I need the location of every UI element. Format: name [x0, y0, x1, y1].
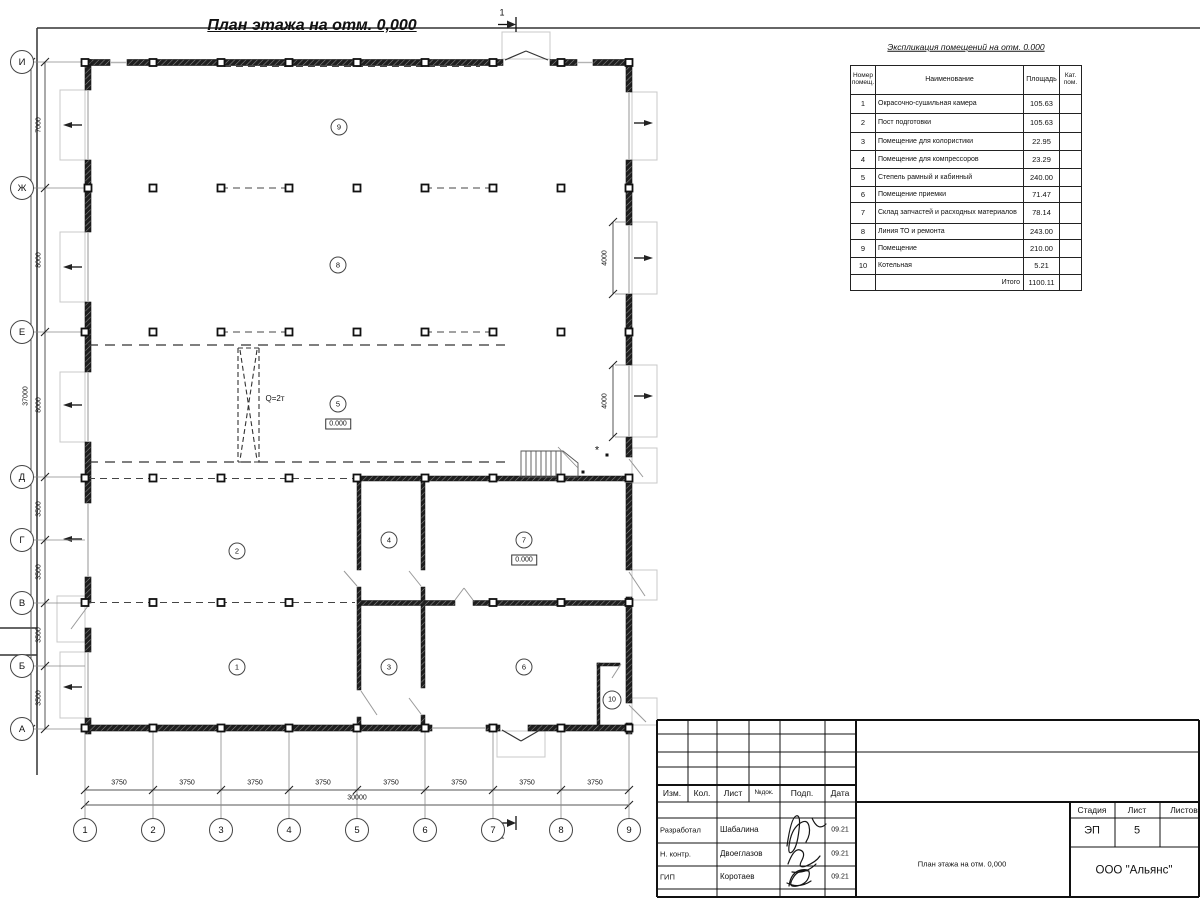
expl-cell-name: Пост подготовки [875, 114, 1023, 132]
expl-row [851, 150, 1081, 168]
axis-row-label: В [10, 591, 34, 615]
column-square [626, 185, 633, 192]
tb-sheet-value: 5 [1133, 824, 1141, 837]
expl-cell-cat [1059, 187, 1081, 202]
column-square [354, 329, 361, 336]
room-number: 2 [229, 543, 246, 560]
tb-sheet-label: Лист [1127, 804, 1147, 815]
expl-row [851, 94, 1081, 113]
expl-cell-name: Помещение для колористики [875, 133, 1023, 150]
room-number: 8 [330, 257, 347, 274]
axis-row-label: И [10, 50, 34, 74]
tb-name: Шабалина [720, 825, 759, 834]
expl-cell-name: Линия ТО и ремонта [875, 224, 1023, 239]
tb-header-data: Дата [830, 787, 850, 798]
column-square [490, 329, 497, 336]
expl-total-row [851, 274, 1081, 290]
equipment-marks [582, 454, 609, 474]
arrow-left-icon [63, 402, 82, 408]
room-number: 7 [516, 532, 533, 549]
column-square [558, 59, 565, 66]
expl-cell-cat [1059, 114, 1081, 132]
column-square [422, 475, 429, 482]
column-square [82, 475, 89, 482]
crane-symbol [238, 348, 259, 462]
explication-title: Экспликация помещений на отм. 0.000 [887, 41, 1045, 52]
column-square [218, 475, 225, 482]
expl-total-spacer [851, 275, 875, 290]
column-square [558, 329, 565, 336]
expl-body [851, 94, 1081, 290]
dim-label: 3500 [35, 626, 43, 643]
column-square [286, 475, 293, 482]
expl-cell-num: 8 [860, 226, 866, 236]
expl-cell-name: Помещение [875, 240, 1023, 257]
column-square [286, 59, 293, 66]
column-square [150, 59, 157, 66]
column-square [558, 475, 565, 482]
stairs-icon [521, 447, 578, 477]
tb-date: 09.21 [831, 850, 849, 858]
level-mark: 0.000 [511, 555, 537, 566]
tb-header-ndok: №док. [754, 788, 774, 796]
column-square [626, 725, 633, 732]
column-square [354, 475, 361, 482]
section-mark-label: 1 [499, 7, 505, 18]
column-square [82, 329, 89, 336]
expl-header-name: Наименование [875, 66, 1023, 94]
expl-cell-area: 71.47 [1023, 187, 1059, 202]
arrow-right-icon [634, 120, 653, 126]
arrow-left-icon [63, 536, 82, 542]
room-number: 5 [330, 396, 347, 413]
axis-col-label: 4 [277, 818, 301, 842]
tb-sheets-label: Листов [1170, 804, 1198, 815]
expl-cell-area: 210.00 [1023, 240, 1059, 257]
expl-row [851, 132, 1081, 150]
expl-cell-num: 1 [860, 99, 866, 109]
dim-total-left: 37000 [22, 386, 30, 406]
tb-role: Н. контр. [660, 849, 691, 859]
column-square [490, 475, 497, 482]
column-square [490, 725, 497, 732]
room-number: 3 [381, 659, 398, 676]
column-square [354, 59, 361, 66]
expl-cell-cat [1059, 203, 1081, 223]
expl-total-label: Итого [875, 275, 1023, 290]
dim-label: 3750 [315, 779, 331, 787]
signature-icon [788, 850, 820, 873]
generated-grid-graphics [33, 58, 633, 819]
column-square [490, 185, 497, 192]
axis-col-label: 6 [413, 818, 437, 842]
expl-total-cat [1059, 275, 1081, 290]
column-square [422, 59, 429, 66]
arrow-left-icon [63, 122, 82, 128]
column-square [150, 725, 157, 732]
axis-row-label: Г [10, 528, 34, 552]
expl-cell-area: 240.00 [1023, 169, 1059, 186]
tb-company: ООО "Альянс" [1095, 864, 1173, 877]
expl-row [851, 168, 1081, 186]
dim-label: 7000 [35, 117, 43, 133]
expl-total-value: 1100.11 [1023, 275, 1059, 290]
expl-cell-area: 5.21 [1023, 258, 1059, 274]
room-number: 10 [603, 691, 622, 710]
column-square [422, 329, 429, 336]
column-square [150, 475, 157, 482]
axis-col-label: 5 [345, 818, 369, 842]
expl-cell-num: 4 [860, 154, 866, 164]
dim-label: 3500 [35, 689, 43, 706]
tb-date: 09.21 [831, 873, 849, 881]
expl-header-row [851, 66, 1081, 94]
column-square [150, 599, 157, 606]
expl-cell-area: 23.29 [1023, 151, 1059, 168]
arrow-right-icon [634, 393, 653, 399]
column-square [626, 475, 633, 482]
tb-header-kol: Кол. [693, 787, 711, 798]
expl-cell-name: Окрасочно-сушильная камера [875, 95, 1023, 113]
expl-cell-num: 2 [860, 118, 866, 128]
expl-cell-cat [1059, 240, 1081, 257]
expl-row [851, 202, 1081, 223]
column-square [558, 185, 565, 192]
expl-cell-cat [1059, 258, 1081, 274]
dim-label: 3500 [35, 563, 43, 580]
dim-label: 3750 [587, 779, 603, 787]
column-square [286, 185, 293, 192]
axis-row-label: А [10, 717, 34, 741]
tb-role: Разработал [660, 825, 701, 835]
column-square [85, 185, 92, 192]
expl-cell-name: Котельная [875, 258, 1023, 274]
gate-dim-label: 4000 [601, 393, 609, 409]
expl-header-cat: Кат. пом. [1059, 66, 1081, 94]
expl-cell-cat [1059, 133, 1081, 150]
column-square [422, 725, 429, 732]
expl-cell-area: 78.14 [1023, 203, 1059, 223]
expl-cell-cat [1059, 224, 1081, 239]
column-square [490, 599, 497, 606]
tb-header-izm: Изм. [662, 787, 682, 798]
section-marks [498, 17, 516, 830]
column-square [82, 59, 89, 66]
column-square [150, 185, 157, 192]
column-square [218, 185, 225, 192]
column-square [218, 599, 225, 606]
column-square [354, 725, 361, 732]
plan-title: План этажа на отм. 0,000 [207, 17, 417, 34]
expl-cell-area: 105.63 [1023, 114, 1059, 132]
column-square [490, 59, 497, 66]
tb-header-podp: Подп. [790, 787, 814, 798]
expl-cell-name: Степель рамный и кабинный [875, 169, 1023, 186]
column-square [286, 599, 293, 606]
expl-cell-name: Помещение приемки [875, 187, 1023, 202]
expl-cell-num: 6 [860, 189, 866, 199]
tb-date: 09.21 [831, 826, 849, 834]
room-number: 1 [229, 659, 246, 676]
column-square [286, 329, 293, 336]
expl-cell-num: 5 [860, 172, 866, 182]
dim-label: 3750 [519, 779, 535, 787]
expl-cell-num: 7 [860, 208, 866, 218]
tb-header-list: Лист [723, 787, 743, 798]
column-square [558, 725, 565, 732]
room-number: 6 [516, 659, 533, 676]
axis-row-label: Е [10, 320, 34, 344]
column-square [626, 59, 633, 66]
signature-icon [787, 816, 826, 853]
expl-cell-cat [1059, 169, 1081, 186]
column-square [422, 185, 429, 192]
expl-row [851, 239, 1081, 257]
column-square [626, 329, 633, 336]
column-square [354, 185, 361, 192]
expl-row [851, 113, 1081, 132]
room-explication-table [850, 65, 1082, 291]
dim-label: 3750 [247, 779, 263, 787]
dimension-lines [27, 58, 633, 809]
tb-role: ГИП [660, 872, 675, 882]
column-square [82, 725, 89, 732]
column-square [558, 599, 565, 606]
expl-cell-num: 9 [860, 243, 866, 253]
tb-name: Коротаев [720, 872, 755, 881]
expl-cell-area: 22.95 [1023, 133, 1059, 150]
axis-row-label: Д [10, 465, 34, 489]
dim-label: 8000 [35, 252, 43, 268]
column-square [626, 599, 633, 606]
axis-col-label: 9 [617, 818, 641, 842]
column-square [218, 725, 225, 732]
dim-label: 3500 [35, 500, 43, 517]
column-square [82, 599, 89, 606]
axis-row-label: Ж [10, 176, 34, 200]
axis-col-label: 1 [73, 818, 97, 842]
axis-col-label: 7 [481, 818, 505, 842]
gate-dim-label: 4000 [601, 250, 609, 266]
expl-row [851, 186, 1081, 202]
dim-label: 3750 [111, 779, 127, 787]
expl-header-num: Номер помещ. [851, 72, 875, 86]
arrow-left-icon [63, 264, 82, 270]
tb-doc-title: План этажа на отм. 0,000 [917, 859, 1007, 869]
arrow-left-icon [63, 684, 82, 690]
expl-cell-area: 105.63 [1023, 95, 1059, 113]
expl-cell-num: 3 [860, 136, 866, 146]
dim-label: 3750 [179, 779, 195, 787]
expl-cell-num: 10 [858, 261, 868, 271]
dim-label: 8000 [35, 396, 43, 413]
axis-col-label: 2 [141, 818, 165, 842]
column-square [150, 329, 157, 336]
arrow-right-icon [634, 255, 653, 261]
tb-name: Двоеглазов [720, 849, 763, 858]
room-number: 9 [331, 119, 348, 136]
column-square [218, 59, 225, 66]
column-square [286, 725, 293, 732]
dim-label: 3750 [451, 779, 467, 787]
dim-label: 3750 [383, 779, 399, 787]
expl-cell-name: Помещение для компрессоров [875, 151, 1023, 168]
expl-header-area: Площадь [1023, 66, 1059, 94]
expl-row [851, 223, 1081, 239]
expl-cell-name: Склад запчастей и расходных материалов [875, 203, 1023, 223]
column-square [218, 329, 225, 336]
level-mark: 0.000 [325, 419, 351, 430]
tb-stage-value: ЭП [1084, 824, 1100, 837]
asterisk-mark: * [594, 444, 600, 457]
work-zone-dashed-lines [88, 345, 505, 462]
axis-row-label: Б [10, 654, 34, 678]
axis-col-label: 8 [549, 818, 573, 842]
axis-col-label: 3 [209, 818, 233, 842]
expl-cell-cat [1059, 151, 1081, 168]
crane-capacity-label: Q=2т [265, 394, 285, 403]
expl-row [851, 257, 1081, 274]
expl-cell-cat [1059, 95, 1081, 113]
expl-cell-area: 243.00 [1023, 224, 1059, 239]
signatures [787, 816, 826, 887]
tb-stage-label: Стадия [1077, 804, 1107, 815]
dim-total-bottom: 30000 [347, 794, 367, 802]
signature-icon [787, 870, 811, 887]
room-number: 4 [381, 532, 398, 549]
